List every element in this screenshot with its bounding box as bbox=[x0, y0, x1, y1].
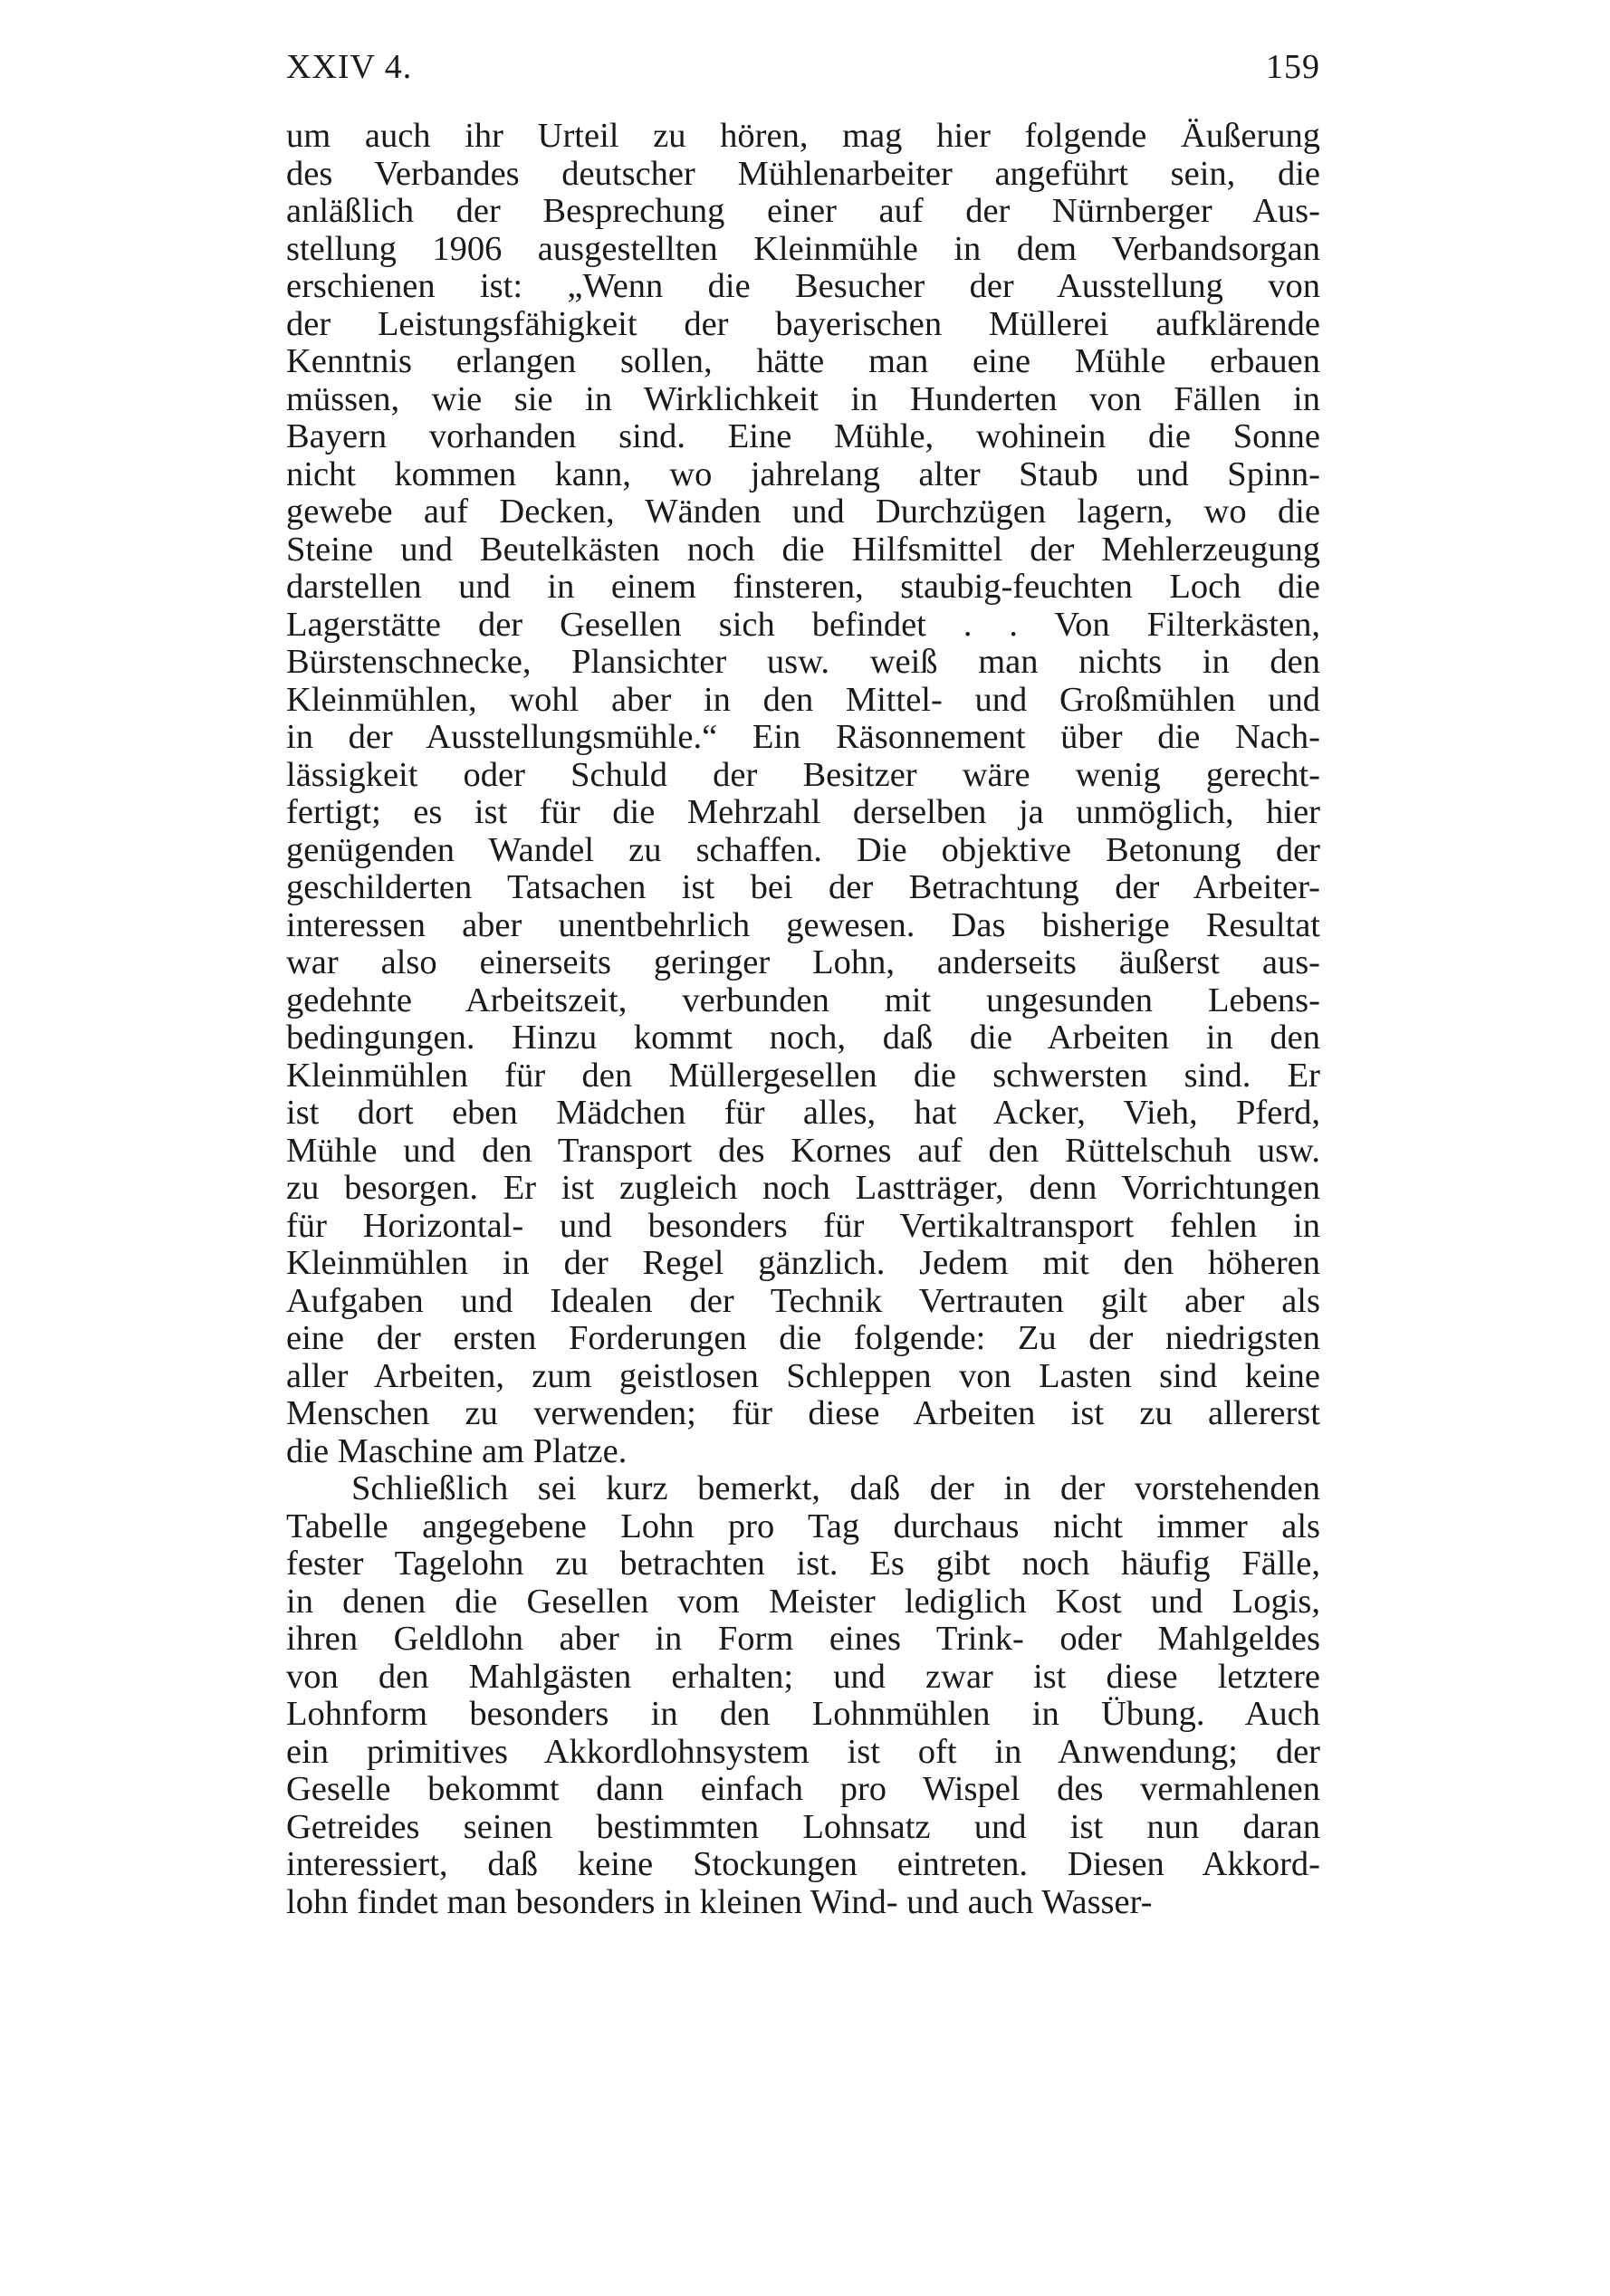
text-line: fertigt; es ist für die Mehrzahl derselben ja unmöglich, hier bbox=[286, 794, 1320, 831]
text-line: Kleinmühlen, wohl aber in den Mittel- und Großmühlen und bbox=[286, 681, 1320, 719]
paragraph bbox=[286, 118, 1320, 1470]
text-line: anläßlich der Besprechung einer auf der Nürnberger Aus- bbox=[286, 193, 1320, 230]
paragraph bbox=[286, 1470, 1320, 1921]
text-line: Getreides seinen bestimmten Lohnsatz und ist nun daran bbox=[286, 1808, 1320, 1846]
text-line: des Verbandes deutscher Mühlenarbeiter angeführt sein, die bbox=[286, 155, 1320, 193]
text-line: um auch ihr Urteil zu hören, mag hier folgende Äußerung bbox=[286, 118, 1320, 155]
text-line: darstellen und in einem finsteren, staubig-feuchten Loch die bbox=[286, 569, 1320, 606]
text-line: lässigkeit oder Schuld der Besitzer wäre wenig gerecht- bbox=[286, 756, 1320, 794]
text-line: Kenntnis erlangen sollen, hätte man eine Mühle erbauen bbox=[286, 343, 1320, 380]
text-line: von den Mahlgästen erhalten; und zwar ist diese letztere bbox=[286, 1658, 1320, 1696]
text-line: Tabelle angegebene Lohn pro Tag durchaus nicht immer als bbox=[286, 1507, 1320, 1545]
body-text bbox=[286, 118, 1320, 1921]
text-line: ein primitives Akkordlohnsystem ist oft in Anwendung; der bbox=[286, 1733, 1320, 1771]
text-line: stellung 1906 ausgestellten Kleinmühle in dem Verbandsorgan bbox=[286, 230, 1320, 268]
text-line: zu besorgen. Er ist zugleich noch Lastträger, denn Vorrichtungen bbox=[286, 1170, 1320, 1207]
text-line: fester Tagelohn zu betrachten ist. Es gibt noch häufig Fälle, bbox=[286, 1545, 1320, 1583]
text-line: Bayern vorhanden sind. Eine Mühle, wohinein die Sonne bbox=[286, 418, 1320, 455]
text-line: geschilderten Tatsachen ist bei der Betrachtung der Arbeiter- bbox=[286, 869, 1320, 906]
text-line: der Leistungsfähigkeit der bayerischen Müllerei aufklärende bbox=[286, 305, 1320, 343]
text-line: gewebe auf Decken, Wänden und Durchzügen lagern, wo die bbox=[286, 493, 1320, 531]
text-line: in der Ausstellungsmühle.“ Ein Räsonnement über die Nach- bbox=[286, 719, 1320, 756]
text-line: Bürstenschnecke, Plansichter usw. weiß man nichts in den bbox=[286, 644, 1320, 681]
text-line: müssen, wie sie in Wirklichkeit in Hunderten von Fällen in bbox=[286, 380, 1320, 418]
text-line: für Horizontal- und besonders für Vertikaltransport fehlen in bbox=[286, 1207, 1320, 1245]
text-line: Lohnform besonders in den Lohnmühlen in Übung. Auch bbox=[286, 1696, 1320, 1733]
text-line: interessen aber unentbehrlich gewesen. Das bisherige Resultat bbox=[286, 906, 1320, 944]
text-line: Schließlich sei kurz bemerkt, daß der in der vorstehenden bbox=[351, 1470, 1320, 1507]
text-line: Aufgaben und Idealen der Technik Vertrauten gilt aber als bbox=[286, 1282, 1320, 1320]
text-line: interessiert, daß keine Stockungen eintreten. Diesen Akkord- bbox=[286, 1846, 1320, 1883]
page-number: 159 bbox=[1266, 48, 1320, 86]
text-line: Steine und Beutelkästen noch die Hilfsmittel der Mehlerzeugung bbox=[286, 531, 1320, 569]
text-line: eine der ersten Forderungen die folgende: Zu der niedrigsten bbox=[286, 1320, 1320, 1357]
text-line: aller Arbeiten, zum geistlosen Schleppen von Lasten sind keine bbox=[286, 1357, 1320, 1395]
text-line: Kleinmühlen für den Müllergesellen die schwersten sind. Er bbox=[286, 1057, 1320, 1095]
text-line: Geselle bekommt dann einfach pro Wispel des vermahlenen bbox=[286, 1771, 1320, 1808]
text-line: bedingungen. Hinzu kommt noch, daß die Arbeiten in den bbox=[286, 1019, 1320, 1057]
text-line: war also einerseits geringer Lohn, anderseits äußerst aus- bbox=[286, 944, 1320, 981]
running-head bbox=[286, 47, 1320, 94]
text-line: gedehnte Arbeitszeit, verbunden mit ungesunden Lebens- bbox=[286, 981, 1320, 1019]
text-line: genügenden Wandel zu schaffen. Die objektive Betonung der bbox=[286, 831, 1320, 869]
chapter-reference: XXIV 4. bbox=[286, 48, 413, 86]
text-line: ihren Geldlohn aber in Form eines Trink- oder Mahlgeldes bbox=[286, 1621, 1320, 1658]
text-line: Menschen zu verwenden; für diese Arbeiten ist zu allererst bbox=[286, 1395, 1320, 1432]
text-line: erschienen ist: „Wenn die Besucher der Ausstellung von bbox=[286, 268, 1320, 305]
text-line: die Maschine am Platze. bbox=[286, 1432, 628, 1470]
text-line: Kleinmühlen in der Regel gänzlich. Jedem mit den höheren bbox=[286, 1245, 1320, 1282]
text-line: Mühle und den Transport des Kornes auf den Rüttelschuh usw. bbox=[286, 1132, 1320, 1170]
text-line: nicht kommen kann, wo jahrelang alter Staub und Spinn- bbox=[286, 455, 1320, 493]
text-line: in denen die Gesellen vom Meister lediglich Kost und Logis, bbox=[286, 1583, 1320, 1621]
text-line: ist dort eben Mädchen für alles, hat Acker, Vieh, Pferd, bbox=[286, 1095, 1320, 1132]
text-line: lohn findet man besonders in kleinen Wind- und auch Wasser- bbox=[286, 1883, 1153, 1921]
text-line: Lagerstätte der Gesellen sich befindet . . Von Filterkästen, bbox=[286, 606, 1320, 644]
